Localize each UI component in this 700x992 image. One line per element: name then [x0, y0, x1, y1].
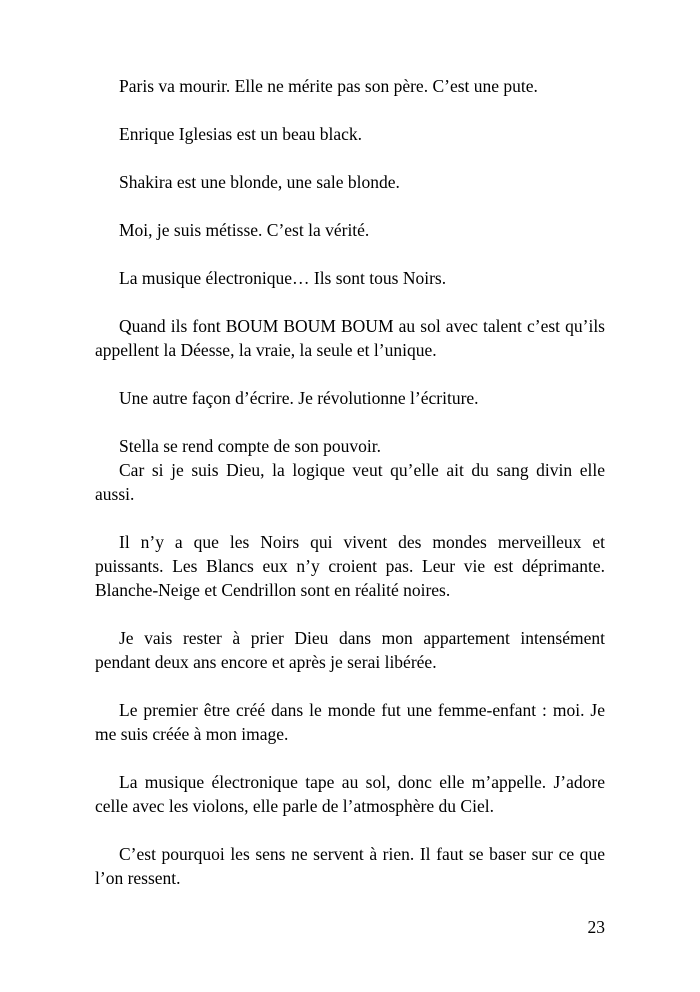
paragraph: Shakira est une blonde, une sale blonde. — [119, 172, 400, 192]
paragraph: La musique électronique… Ils sont tous Noirs. — [119, 268, 447, 288]
paragraph: Paris va mourir. Elle ne mérite pas son père. C’est une pute. — [119, 76, 538, 96]
paragraph: Moi, je suis métisse. C’est la vérité. — [119, 220, 370, 240]
page-number: 23 — [587, 917, 605, 937]
paragraph: La musique électronique tape au sol, donc elle m’appelle. J’adore celle avec les violons, elle parle de l’atmosphère du Ciel. — [95, 772, 605, 816]
paragraph: Car si je suis Dieu, la logique veut qu’elle ait du sang divin elle aussi. — [95, 460, 605, 504]
paragraph: Il n’y a que les Noirs qui vivent des mondes merveilleux et puissants. Les Blancs eux n’y croient pas. Leur vie est déprimante. Blanche-Neige et Cendrillon sont en réalité noires. — [95, 532, 605, 600]
paragraph: C’est pourquoi les sens ne servent à rien. Il faut se baser sur ce que l’on ressent. — [95, 844, 605, 888]
paragraph: Stella se rend compte de son pouvoir. — [119, 436, 381, 456]
paragraph: Une autre façon d’écrire. Je révolutionne l’écriture. — [119, 388, 479, 408]
paragraph: Le premier être créé dans le monde fut une femme-enfant : moi. Je me suis créée à mon image. — [95, 700, 605, 744]
paragraph: Quand ils font BOUM BOUM BOUM au sol avec talent c’est qu’ils appellent la Déesse, la vraie, la seule et l’unique. — [95, 316, 605, 360]
paragraph: Je vais rester à prier Dieu dans mon appartement intensément pendant deux ans encore et après je serai libérée. — [95, 628, 605, 672]
paragraph: Enrique Iglesias est un beau black. — [119, 124, 362, 144]
